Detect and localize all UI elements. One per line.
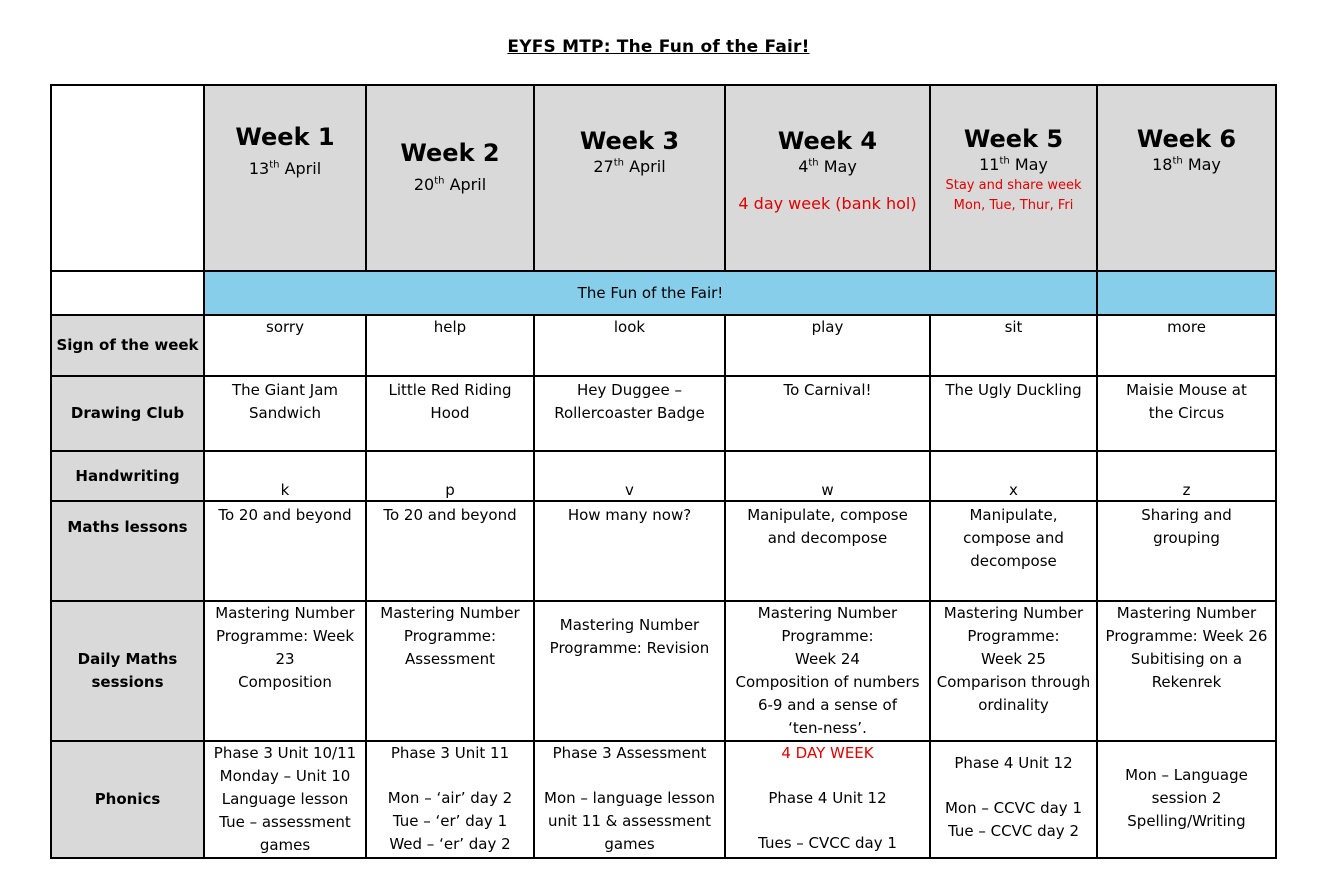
row-label-phonics: Phonics [51,741,204,858]
week-header: Week 1 13th April [204,85,366,271]
page-title: EYFS MTP: The Fun of the Fair! [507,37,810,57]
row-label-handwriting: Handwriting [51,451,204,501]
handwriting-cell: p [366,451,534,501]
week-note: Mon, Tue, Thur, Fri [953,198,1074,213]
daily-maths-cell: Mastering Number Programme: Revision [534,601,725,741]
week-date: 27th April [593,157,666,176]
week-header: Week 4 4th May 4 day week (bank hol) [725,85,930,271]
blank-cell [51,271,204,315]
plan-table [50,84,1277,859]
drawing-cell: To Carnival! [725,376,930,451]
week-date: 13th April [248,159,322,178]
daily-maths-cell: Mastering Number Programme: Week 26 Subitising on a Rekenrek [1097,601,1276,741]
phonics-cell: Mon – Language session 2 Spelling/Writing [1097,741,1276,858]
handwriting-cell: z [1097,451,1276,501]
sign-cell: look [534,315,725,376]
daily-maths-cell: Mastering Number Programme: Assessment [366,601,534,741]
drawing-cell: Hey Duggee – Rollercoaster Badge [534,376,725,451]
maths-cell: Sharing and grouping [1097,501,1276,601]
corner-cell [51,85,204,271]
row-label-daily-maths: Daily Maths sessions [51,601,204,741]
sign-cell: sorry [204,315,366,376]
maths-cell: To 20 and beyond [366,501,534,601]
maths-cell: To 20 and beyond [204,501,366,601]
daily-maths-cell: Mastering Number Programme: Week 23 Composition [204,601,366,741]
phonics-cell: 4 DAY WEEK Phase 4 Unit 12 Tues – CVCC day 1 [725,741,930,858]
handwriting-cell: w [725,451,930,501]
phonics-cell: Phase 3 Unit 11 Mon – ‘air’ day 2 Tue – ‘er’ day 1 Wed – ‘er’ day 2 [366,741,534,858]
drawing-cell: Little Red Riding Hood [366,376,534,451]
week-note: 4 day week (bank hol) [738,194,917,213]
week-note: Stay and share week [945,178,1082,193]
drawing-cell: Maisie Mouse at the Circus [1097,376,1276,451]
week-header: Week 3 27th April [534,85,725,271]
week-date: 20th April [413,175,487,194]
drawing-cell: The Ugly Duckling [930,376,1097,451]
sign-cell: more [1097,315,1276,376]
phonics-cell: Phase 3 Unit 10/11 Monday – Unit 10 Language lesson Tue – assessment games [204,741,366,858]
maths-cell: Manipulate, compose and decompose [930,501,1097,601]
handwriting-cell: v [534,451,725,501]
row-label-drawing: Drawing Club [51,376,204,451]
sign-cell: sit [930,315,1097,376]
week-header: Week 2 20th April [366,85,534,271]
row-label-sign: Sign of the week [51,315,204,376]
phonics-cell: Phase 4 Unit 12 Mon – CCVC day 1 Tue – CCVC day 2 [930,741,1097,858]
banner-blank [1097,271,1276,315]
row-label-maths: Maths lessons [51,501,204,601]
drawing-cell: The Giant Jam Sandwich [204,376,366,451]
handwriting-cell: x [930,451,1097,501]
sign-cell: help [366,315,534,376]
topic-banner: The Fun of the Fair! [204,271,1097,315]
maths-cell: Manipulate, compose and decompose [725,501,930,601]
week-header: Week 5 11th May Stay and share week Mon, Tue, Thur, Fri [930,85,1097,271]
week-date: 18th May [1152,155,1221,174]
daily-maths-cell: Mastering Number Programme: Week 24 Composition of numbers 6-9 and a sense of ‘ten-ness’. [725,601,930,741]
handwriting-cell: k [204,451,366,501]
daily-maths-cell: Mastering Number Programme: Week 25 Comparison through ordinality [930,601,1097,741]
week-date: 11th May [979,155,1048,174]
phonics-cell: Phase 3 Assessment Mon – language lesson unit 11 & assessment games [534,741,725,858]
week-date: 4th May [798,157,857,176]
week-header: Week 6 18th May [1097,85,1276,271]
sign-cell: play [725,315,930,376]
maths-cell: How many now? [534,501,725,601]
